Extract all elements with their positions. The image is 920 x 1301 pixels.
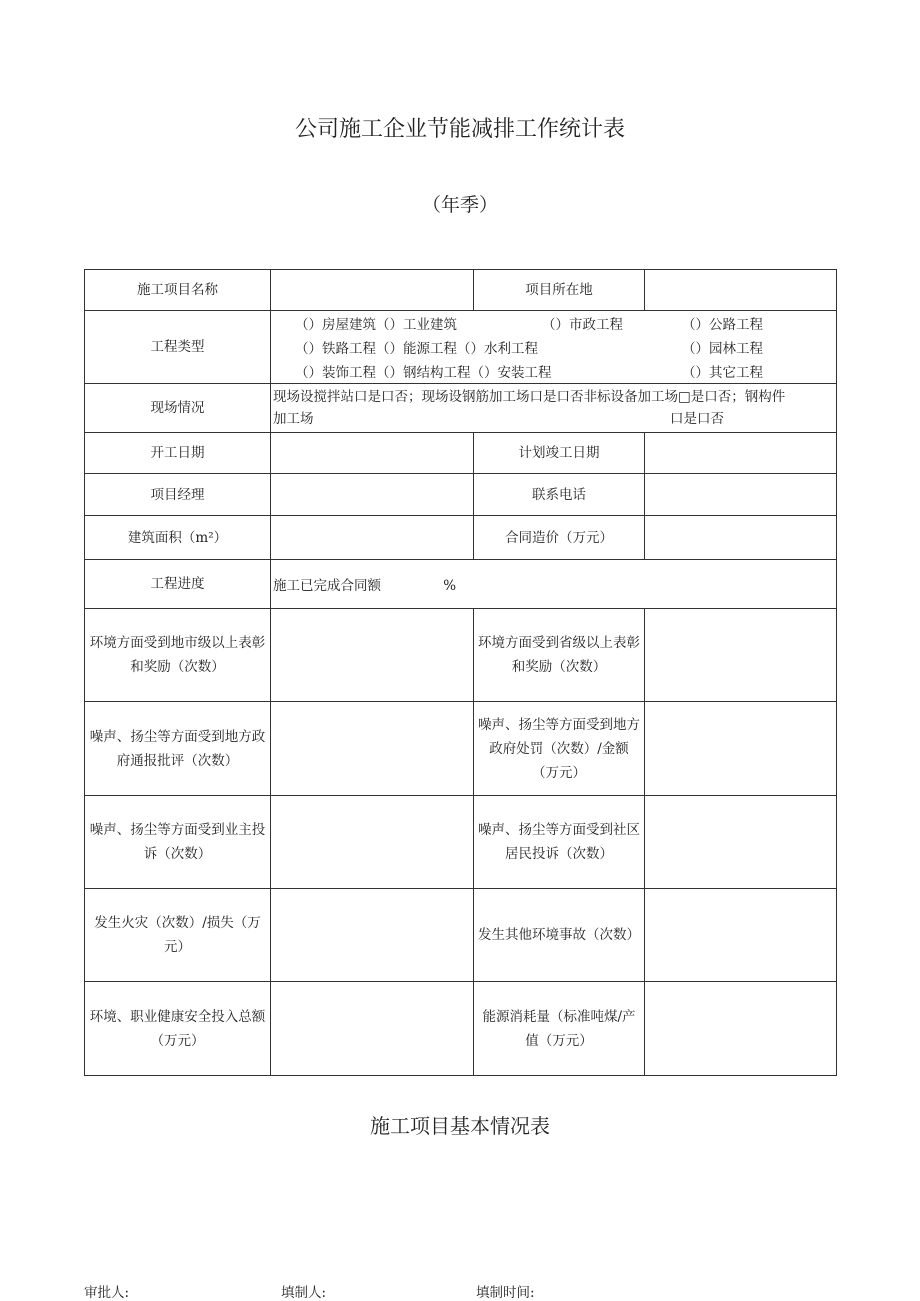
project-location-label: 项目所在地 (474, 270, 645, 311)
manager-field[interactable] (271, 474, 474, 516)
row-value-left[interactable] (271, 982, 474, 1076)
project-name-field[interactable] (271, 270, 474, 311)
site-line-1: 现场设搅拌站口是口否；现场设钢筋加工场口是口否非标设备加工场□是口否；钢构件 (273, 389, 786, 405)
contract-price-label: 合同造价（万元） (474, 516, 645, 560)
row-label-left: 噪声、扬尘等方面受到地方政府通报批评（次数） (85, 702, 271, 796)
progress-text: 施工已完成合同额 (273, 578, 381, 594)
row-label-right: 环境方面受到省级以上表彰和奖励（次数） (474, 609, 645, 702)
type-option-housing[interactable]: （）房屋建筑（）工业建筑 (295, 317, 457, 333)
type-option-municipal[interactable]: （）市政工程 (542, 317, 623, 333)
row-value-right[interactable] (645, 889, 837, 982)
site-label: 现场情况 (85, 384, 271, 433)
row-value-right[interactable] (645, 702, 837, 796)
row-label-right: 噪声、扬尘等方面受到社区居民投诉（次数） (474, 796, 645, 889)
row-value-left[interactable] (271, 609, 474, 702)
preparer-label: 填制人: (281, 1285, 327, 1301)
row-value-left[interactable] (271, 702, 474, 796)
fill-date-label: 填制时间: (476, 1285, 535, 1301)
project-name-label: 施工项目名称 (85, 270, 271, 311)
type-option-garden[interactable]: （）园林工程 (682, 341, 763, 357)
type-option-other[interactable]: （）其它工程 (682, 365, 763, 381)
manager-label: 项目经理 (85, 474, 271, 516)
start-date-field[interactable] (271, 433, 474, 474)
row-value-right[interactable] (645, 982, 837, 1076)
row-value-right[interactable] (645, 609, 837, 702)
site-line-2-tail: 口是口否 (670, 411, 724, 427)
row-value-left[interactable] (271, 889, 474, 982)
start-date-label: 开工日期 (85, 433, 271, 474)
row-value-right[interactable] (645, 796, 837, 889)
progress-unit: % (443, 578, 457, 594)
site-line-2: 加工场 (273, 411, 314, 427)
phone-field[interactable] (645, 474, 837, 516)
planned-completion-label: 计划竣工日期 (474, 433, 645, 474)
contract-price-field[interactable] (645, 516, 837, 560)
planned-completion-field[interactable] (645, 433, 837, 474)
progress-label: 工程进度 (85, 560, 271, 609)
row-label-right: 噪声、扬尘等方面受到地方政府处罚（次数）/金额（万元） (474, 702, 645, 796)
row-label-left: 噪声、扬尘等方面受到业主投诉（次数） (85, 796, 271, 889)
type-option-highway[interactable]: （）公路工程 (682, 317, 763, 333)
row-label-left: 发生火灾（次数）/损失（万元） (85, 889, 271, 982)
project-type-label: 工程类型 (85, 311, 271, 384)
approver-label: 审批人: (84, 1285, 130, 1301)
page-title: 公司施工企业节能减排工作统计表 (294, 117, 625, 142)
row-label-right: 发生其他环境事故（次数） (474, 889, 645, 982)
type-option-railway[interactable]: （）铁路工程（）能源工程（）水利工程 (295, 341, 538, 357)
area-field[interactable] (271, 516, 474, 560)
period-subtitle: （年季） (421, 194, 498, 216)
project-location-field[interactable] (645, 270, 837, 311)
row-label-left: 环境、职业健康安全投入总额（万元） (85, 982, 271, 1076)
row-label-left: 环境方面受到地市级以上表彰和奖励（次数） (85, 609, 271, 702)
project-type-options[interactable] (271, 311, 837, 384)
site-conditions[interactable] (271, 384, 837, 433)
phone-label: 联系电话 (474, 474, 645, 516)
row-value-left[interactable] (271, 796, 474, 889)
statistics-form-table (84, 269, 837, 1076)
progress-field[interactable] (271, 560, 837, 609)
area-label: 建筑面积（m²） (85, 516, 271, 560)
section-title: 施工项目基本情况表 (370, 1114, 550, 1138)
type-option-decoration[interactable]: （）装饰工程（）钢结构工程（）安装工程 (295, 365, 552, 381)
row-label-right: 能源消耗量（标准吨煤/产值（万元） (474, 982, 645, 1076)
